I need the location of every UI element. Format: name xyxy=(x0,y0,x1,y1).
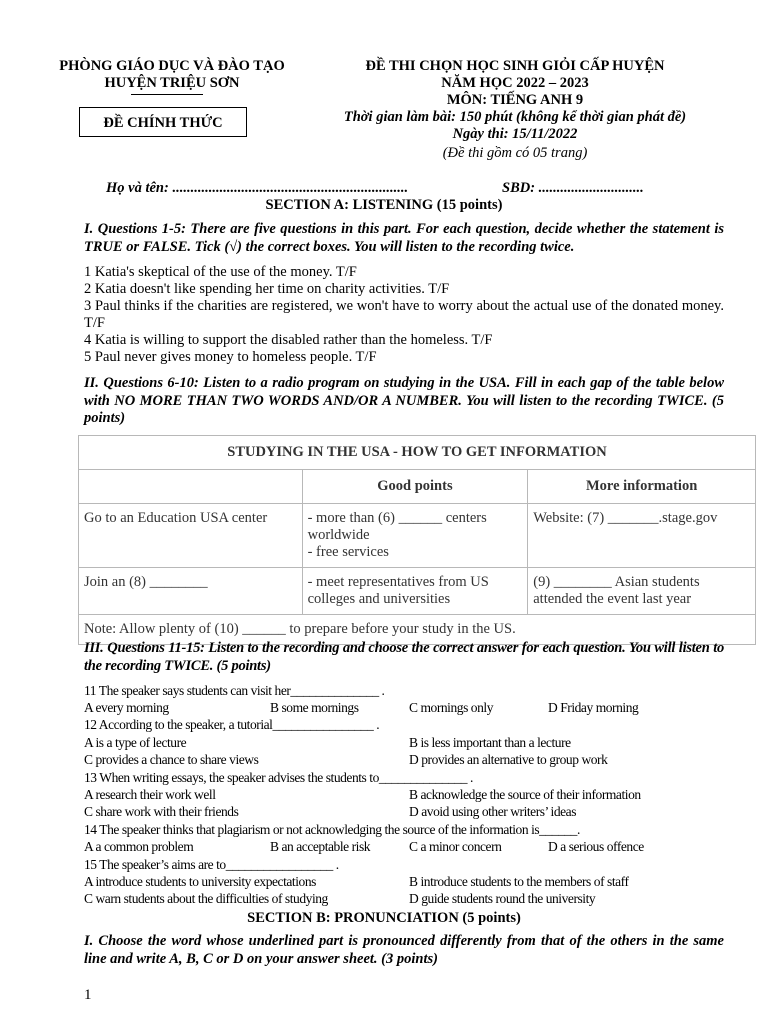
question-12: 12 According to the speaker, a tutorial________________ . xyxy=(84,717,380,732)
q14-option-b: B an acceptable risk xyxy=(270,839,371,854)
district-name: HUYỆN TRIỆU SƠN xyxy=(104,75,240,91)
table-cell: (9) ________ Asian students attended the event last year xyxy=(528,568,756,615)
part2-instruction: II. Questions 6-10: Listen to a radio program on studying in the USA. Fill in each gap of the table below with NO MORE THAN TWO WORDS AND/OR A NUMBER. You will listen to the recording TWICE. (5 points) xyxy=(84,375,724,426)
q15-option-c: C warn students about the difficulties of studying xyxy=(84,891,328,906)
q14-option-c: C a minor concern xyxy=(409,839,502,854)
section-b-instruction: I. Choose the word whose underlined part is pronounced differently from that of the others in the same line and write A, B, C or D on your answer sheet. (3 points) xyxy=(84,933,724,967)
q11-option-c: C mornings only xyxy=(409,700,494,715)
q14-option-a: A a common problem xyxy=(84,839,194,854)
section-b-title: SECTION B: PRONUNCIATION (5 points) xyxy=(247,910,521,926)
exam-title: ĐỀ THI CHỌN HỌC SINH GIỎI CẤP HUYỆN xyxy=(365,58,665,74)
official-exam-box: ĐỀ CHÍNH THỨC xyxy=(79,107,247,137)
question-15: 15 The speaker’s aims are to_________________ . xyxy=(84,857,339,872)
question-14: 14 The speaker thinks that plagiarism or not acknowledging the source of the information is______. xyxy=(84,822,580,837)
page-number: 1 xyxy=(84,987,92,1003)
table-cell-line: - free services xyxy=(307,544,389,560)
q11-option-a: A every morning xyxy=(84,700,169,715)
candidate-number-field: SBD: ............................. xyxy=(502,180,644,196)
table-cell: Website: (7) _______.stage.gov xyxy=(528,504,756,568)
candidate-name-field: Họ và tên: ................................................................. xyxy=(106,180,409,196)
table-header-empty xyxy=(79,470,303,504)
q13-option-b: B acknowledge the source of their information xyxy=(409,787,641,802)
q14-option-d: D a serious offence xyxy=(548,839,644,854)
q13-option-d: D avoid using other writers’ ideas xyxy=(409,804,577,819)
q13-option-c: C share work with their friends xyxy=(84,804,239,819)
list-item: 1 Katia's skeptical of the use of the money. T/F xyxy=(84,264,357,280)
section-a-title: SECTION A: LISTENING (15 points) xyxy=(265,197,503,213)
part1-list xyxy=(84,264,724,366)
school-year: NĂM HỌC 2022 – 2023 xyxy=(441,75,589,91)
q15-option-b: B introduce students to the members of staff xyxy=(409,874,629,889)
q11-option-b: B some mornings xyxy=(270,700,359,715)
part1-instruction: I. Questions 1-5: There are five questions in this part. For each question, decide whether the statement is TRUE or FALSE. Tick (√) the correct boxes. You will listen to the recording twice. xyxy=(84,221,724,255)
table-row xyxy=(79,470,756,504)
table-cell xyxy=(302,504,528,568)
list-item: 3 Paul thinks if the charities are registered, we won't have to worry about the actual use of the donated money. T/F xyxy=(84,298,724,331)
table-header-more-info: More information xyxy=(528,470,756,504)
table-cell: - meet representatives from US colleges and universities xyxy=(302,568,528,615)
q12-option-c: C provides a chance to share views xyxy=(84,752,259,767)
q13-option-a: A research their work well xyxy=(84,787,216,802)
q11-option-d: D Friday morning xyxy=(548,700,639,715)
header-divider xyxy=(131,94,203,95)
table-note: Note: Allow plenty of (10) ______ to prepare before your study in the US. xyxy=(79,615,756,645)
q12-option-b: B is less important than a lecture xyxy=(409,735,571,750)
list-item: 5 Paul never gives money to homeless people. T/F xyxy=(84,349,377,365)
exam-duration: Thời gian làm bài: 150 phút (không kể thời gian phát đề) xyxy=(343,109,687,125)
department-name: PHÒNG GIÁO DỤC VÀ ĐÀO TẠO xyxy=(59,58,285,74)
part3-instruction: III. Questions 11-15: Listen to the recording and choose the correct answer for each question. You will listen to the recording TWICE. (5 points) xyxy=(84,640,724,674)
list-item: 4 Katia is willing to support the disabled rather than the homeless. T/F xyxy=(84,332,493,348)
q12-option-d: D provides an alternative to group work xyxy=(409,752,608,767)
table-cell: Go to an Education USA center xyxy=(79,504,303,568)
table-row xyxy=(79,436,756,470)
exam-date: Ngày thi: 15/11/2022 xyxy=(452,126,578,142)
q15-option-d: D guide students round the university xyxy=(409,891,596,906)
page-count-note: (Đề thi gồm có 05 trang) xyxy=(442,145,588,161)
table-row xyxy=(79,568,756,615)
question-13: 13 When writing essays, the speaker advises the students to______________ . xyxy=(84,770,473,785)
q12-option-a: A is a type of lecture xyxy=(84,735,187,750)
table-cell: Join an (8) ________ xyxy=(79,568,303,615)
question-11: 11 The speaker says students can visit her______________ . xyxy=(84,683,385,698)
table-row xyxy=(79,504,756,568)
table-cell-line: - more than (6) ______ centers worldwide xyxy=(307,510,487,543)
info-table xyxy=(78,435,756,645)
table-title: STUDYING IN THE USA - HOW TO GET INFORMATION xyxy=(79,436,756,470)
list-item: 2 Katia doesn't like spending her time on charity activities. T/F xyxy=(84,281,450,297)
q15-option-a: A introduce students to university expectations xyxy=(84,874,316,889)
table-header-good-points: Good points xyxy=(302,470,528,504)
subject: MÔN: TIẾNG ANH 9 xyxy=(446,92,584,108)
